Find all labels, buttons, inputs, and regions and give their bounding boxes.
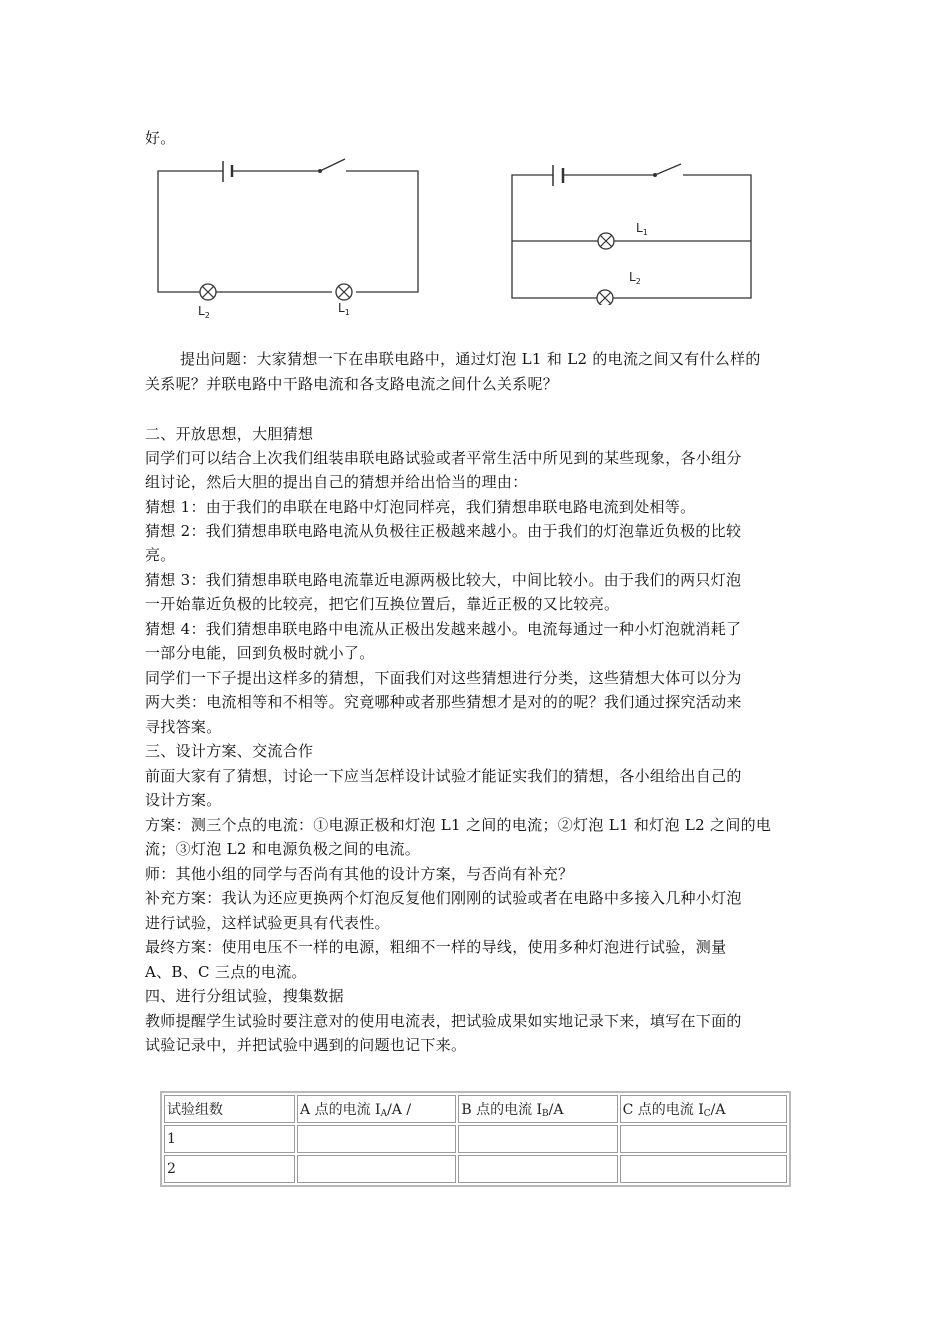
- table-cell: [458, 1155, 617, 1183]
- parallel-switch-pivot-icon: [653, 173, 657, 177]
- question-line-1: 提出问题：大家猜想一下在串联电路中，通过灯泡 L1 和 L2 的电流之间又有什么样的: [180, 350, 761, 368]
- table-cell: 2: [164, 1155, 295, 1183]
- section2-heading: 二、开放思想，大胆猜想: [145, 425, 314, 443]
- switch-pivot-icon: [318, 169, 322, 173]
- section3-line: 最终方案：使用电压不一样的电源，粗细不一样的导线，使用多种灯泡进行试验，测量: [145, 938, 727, 956]
- table-header-row: [164, 1095, 787, 1123]
- section4-line: 试验记录中，并把试验中遇到的问题也记下来。: [145, 1036, 467, 1054]
- section3-line: 进行试验，这样试验更具有代表性。: [145, 914, 390, 932]
- section3-line: A、B、C 三点的电流。: [145, 963, 307, 981]
- table-cell: [297, 1155, 456, 1183]
- table-row: [164, 1155, 787, 1183]
- table-cell: [620, 1155, 787, 1183]
- top-fragment: 好。: [145, 129, 176, 147]
- table-cell: 1: [164, 1125, 295, 1153]
- section2-line: 猜想 4：我们猜想串联电路中电流从正极出发越来越小。电流每通过一种小灯泡就消耗了: [145, 620, 742, 638]
- series-circuit-diagram: [150, 155, 430, 320]
- section2-line: 同学们可以结合上次我们组装串联电路试验或者平常生活中所见到的某些现象，各小组分: [145, 449, 742, 467]
- section2-line: 同学们一下子提出这样多的猜想，下面我们对这些猜想进行分类，这些猜想大体可以分为: [145, 669, 742, 687]
- switch-icon: [320, 159, 345, 171]
- parallel-switch-icon: [655, 164, 681, 175]
- parallel-lamp-l1-icon: [598, 233, 614, 249]
- section3-line: 设计方案。: [145, 791, 222, 809]
- section2-line: 寻找答案。: [145, 718, 222, 736]
- section2-line: 组讨论，然后大胆的提出自己的猜想并给出恰当的理由：: [145, 473, 528, 491]
- section2-line: 一部分电能，回到负极时就小了。: [145, 644, 375, 662]
- section3-line: 补充方案：我认为还应更换两个灯泡反复他们刚刚的试验或者在电路中多接入几种小灯泡: [145, 889, 742, 907]
- section3-line: 前面大家有了猜想，讨论一下应当怎样设计试验才能证实我们的猜想，各小组给出自己的: [145, 767, 742, 785]
- table-header-cell: A 点的电流 $I_A/A$ /: [297, 1095, 456, 1123]
- lamp-l2-icon: [200, 284, 216, 300]
- section3-line: 师：其他小组的同学与否尚有其他的设计方案，与否尚有补充？: [145, 865, 574, 883]
- section4-heading: 四、进行分组试验，搜集数据: [145, 987, 344, 1005]
- parallel-lamp1-label: $L_1$: [636, 221, 648, 237]
- section3-line: 流；③灯泡 L2 和电源负极之间的电流。: [145, 840, 421, 858]
- series-wire-left: [158, 171, 223, 292]
- table-header-cell: 试验组数: [164, 1095, 295, 1123]
- parallel-circuit-diagram: [505, 155, 760, 305]
- series-lamp1-label: $L_1$: [338, 301, 350, 317]
- section2-line: 猜想 3：我们猜想串联电路电流靠近电源两极比较大，中间比较小。由于我们的两只灯泡: [145, 571, 742, 589]
- section2-line: 两大类：电流相等和不相等。究竟哪种或者那些猜想才是对的的呢？我们通过探究活动来: [145, 693, 742, 711]
- question-line-2: 关系呢？并联电路中干路电流和各支路电流之间什么关系呢？: [145, 375, 559, 393]
- section3-heading: 三、设计方案、交流合作: [145, 742, 314, 760]
- section2-line: 猜想 1：由于我们的串联在电路中灯泡同样亮，我们猜想串联电路电流到处相等。: [145, 498, 696, 516]
- parallel-lamp2-label: $L_2$: [629, 270, 641, 286]
- parallel-lamp-l2-icon: [597, 290, 613, 305]
- table-cell: [458, 1125, 617, 1153]
- section4-line: 教师提醒学生试验时要注意对的使用电流表，把试验成果如实地记录下来，填写在下面的: [145, 1012, 742, 1030]
- section3-line: 方案：测三个点的电流：①电源正极和灯泡 L1 之间的电流；②灯泡 L1 和灯泡 L2 之间的电: [145, 816, 772, 834]
- lamp-l1-icon: [336, 284, 352, 300]
- table-header-cell: B 点的电流 $I_B/A$: [458, 1095, 617, 1123]
- section2-line: 一开始靠近负极的比较亮，把它们互换位置后，靠近正极的又比较亮。: [145, 595, 620, 613]
- table-cell: [297, 1125, 456, 1153]
- section2-line: 猜想 2：我们猜想串联电路电流从负极往正极越来越小。由于我们的灯泡靠近负极的比较: [145, 522, 742, 540]
- experiment-record-table: [160, 1091, 791, 1187]
- series-wire-right: [346, 171, 418, 292]
- table-row: [164, 1125, 787, 1153]
- section2-line: 亮。: [145, 546, 176, 564]
- table-header-cell: C 点的电流 $I_C/A$: [620, 1095, 787, 1123]
- table-cell: [620, 1125, 787, 1153]
- parallel-wire-left: [512, 175, 597, 298]
- series-lamp2-label: $L_2$: [198, 304, 210, 320]
